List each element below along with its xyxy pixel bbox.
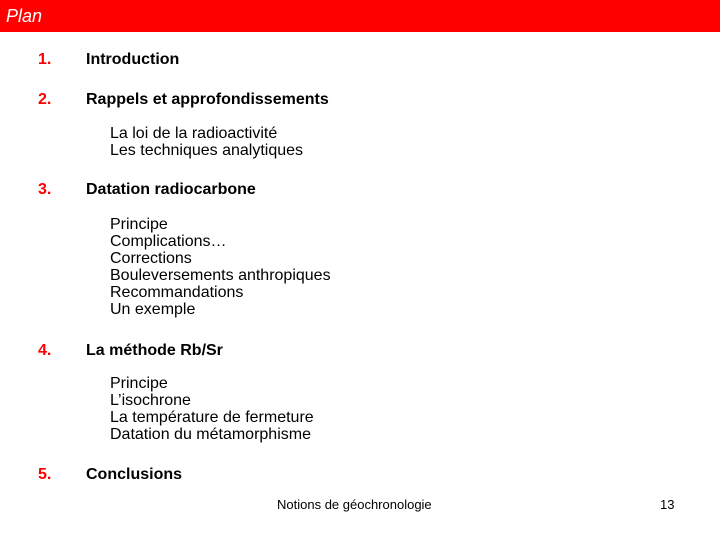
subitem: Recommandations: [110, 284, 244, 301]
slide-title: Plan: [6, 6, 43, 26]
subitem: Corrections: [110, 250, 192, 267]
section-subitems: [110, 125, 303, 159]
subitem: Bouleversements anthropiques: [110, 267, 331, 284]
subitem: La température de fermeture: [110, 409, 314, 426]
section-heading: Conclusions: [86, 466, 183, 483]
subitem: Datation du métamorphisme: [110, 426, 311, 443]
section-heading: Introduction: [86, 51, 180, 68]
subitem: Un exemple: [110, 301, 196, 318]
section-heading: Datation radiocarbone: [86, 181, 256, 198]
section-number: 1.: [38, 51, 52, 68]
section-number: 4.: [38, 342, 52, 359]
subitem: La loi de la radioactivité: [110, 125, 278, 142]
subitem: Complications…: [110, 233, 227, 250]
subitem: Les techniques analytiques: [110, 142, 304, 159]
section-heading: La méthode Rb/Sr: [86, 342, 223, 359]
subitem: Principe: [110, 216, 168, 233]
title-bar: [0, 0, 720, 32]
section-subitems: [110, 216, 331, 318]
section-subitems: [110, 375, 314, 443]
footer-text: Notions de géochronologie: [277, 497, 432, 512]
section-number: 2.: [38, 91, 52, 108]
section-number: 5.: [38, 466, 52, 483]
subitem: L’isochrone: [110, 392, 191, 409]
page-number: 13: [660, 497, 675, 512]
subitem: Principe: [110, 375, 168, 392]
section-number: 3.: [38, 181, 52, 198]
section-heading: Rappels et approfondissements: [86, 91, 329, 108]
